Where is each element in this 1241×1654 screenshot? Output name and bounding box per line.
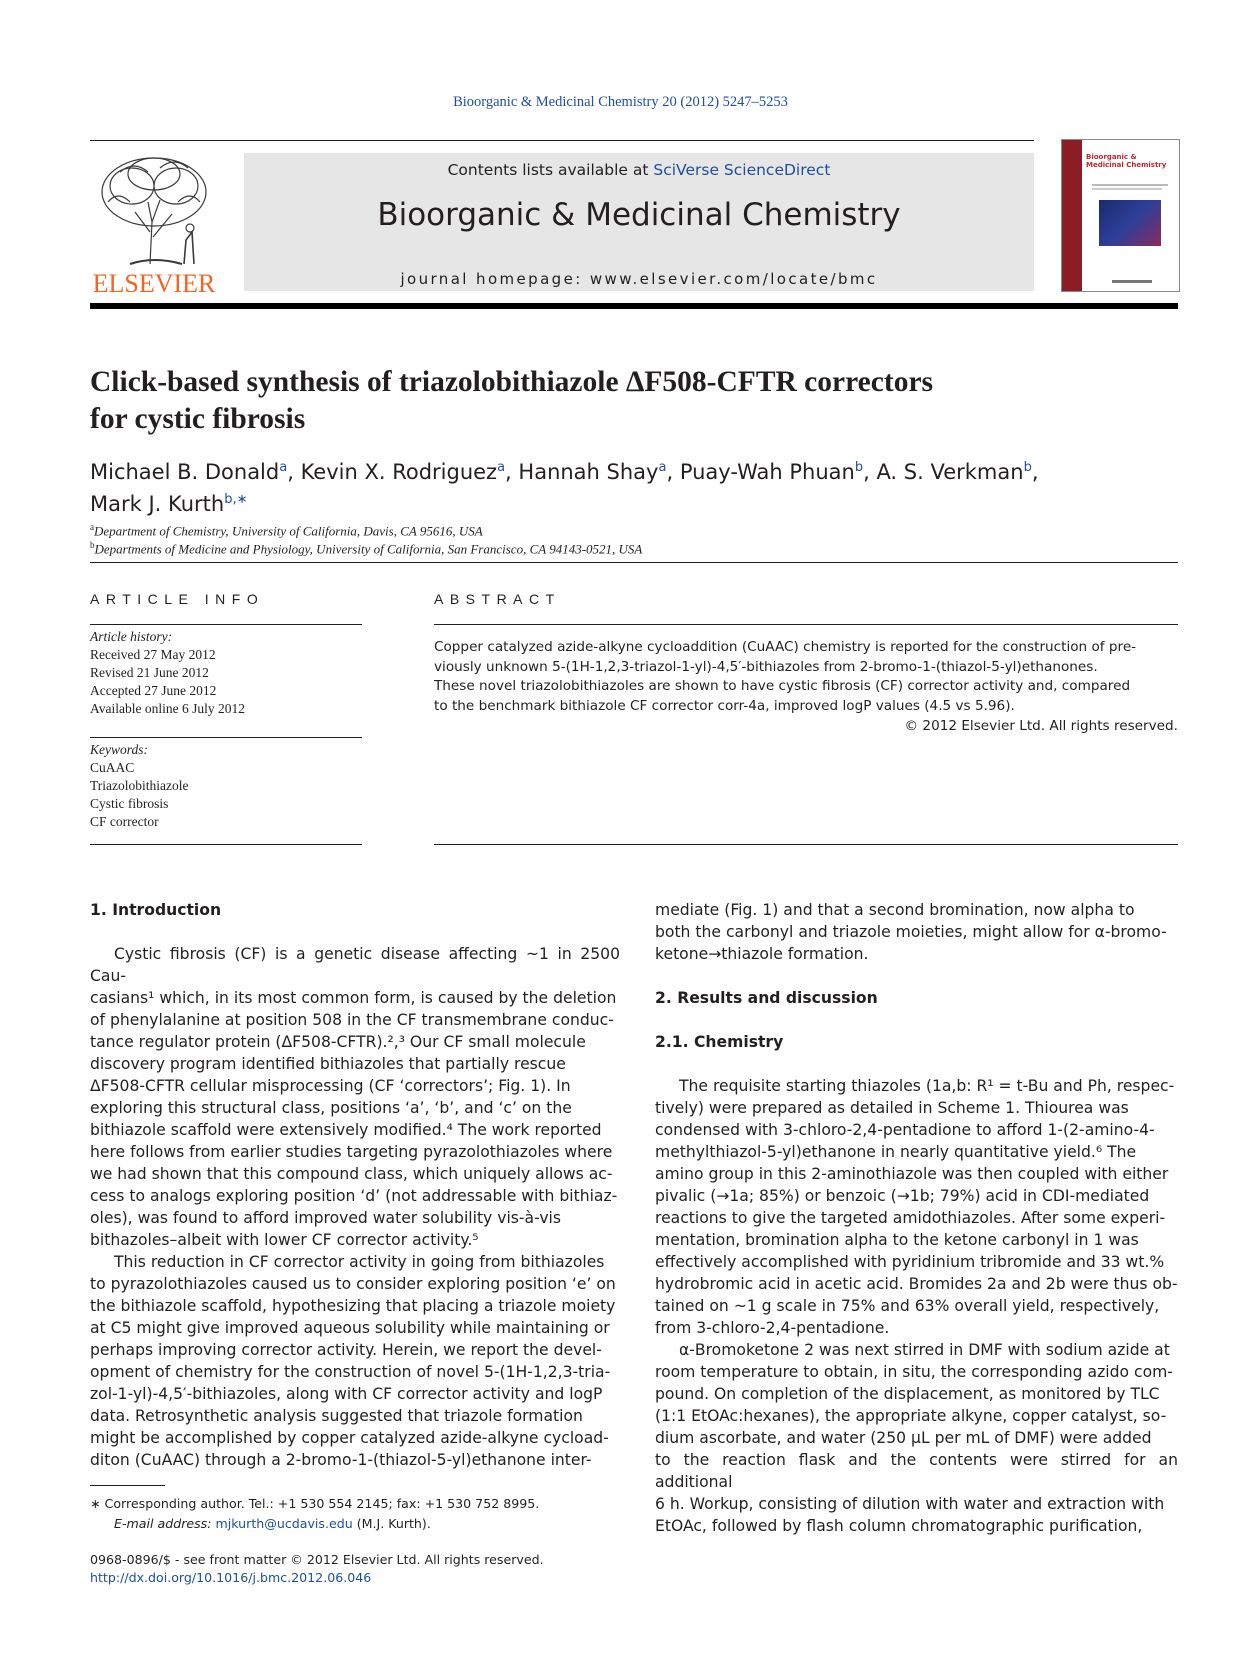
contents-line: Contents lists available at SciVerse ScienceDirect (447, 161, 831, 179)
author: A. S. Verkman$^b$, (876, 460, 1039, 484)
tree-icon (90, 152, 218, 267)
keywords: Keywords: CuAAC Triazolobithiazole Cystic fibrosis CF corrector (90, 742, 189, 829)
right-column: mediate (Fig. 1) and that a second bromination, now alpha to both the carbonyl and triazole moieties, might allow for α-bromo- ketone→thiazole formation. 2. Results and discussion 2.1. Chemistry The requisite starting thiazoles (1a,b: R¹ = t-Bu and Ph, respec- tively) were prepared as detailed in Scheme 1. Thiourea was condensed with 3-chloro-2,4-pentadione to afford 1-(2-amino-4- methylthiazol-5-yl)ethanone in nearly quantitative yield.⁶ The amino group in this 2-aminothiazole was then coupled with either pivalic (→1a; 85%) or benzoic (→1b; 79%) acid in CDI-mediated reactions to give the targeted amidothiazoles. After some experi- mentation, bromination alpha to the ketone carbonyl in 1 was effectively accomplished with pyridinium tribromide and 33 wt.% hydrobromic acid in acetic acid. Bromides 2a and 2b were thus ob- tained on ~1 g scale in 75% and 63% overall yield, respectively, from 3-chloro-2,4-pentadione. α-Bromoketone 2 was next stirred in DMF with sodium azide at room temperature to obtain, in situ, the corresponding azido com- pound. On completion of the displacement, as monitored by TLC (1:1 EtOAc:hexanes), the appropriate alkyne, copper catalyst, so- dium ascorbate, and water (250 μL per mL of DMF) were added to the reaction flask and the contents were stirred for an additional 6 h. Workup, consisting of dilution with water and extraction with EtOAc, followed by flash column chromatographic purification, (655, 901, 1178, 1535)
divider (90, 844, 362, 845)
author: Puay-Wah Phuan$^b$, (679, 460, 877, 484)
email-link[interactable]: mjkurth@ucdavis.edu (215, 1516, 353, 1531)
divider (434, 624, 1178, 625)
article-title: Click-based synthesis of triazolobithiazole ΔF508-CFTR correctors for cystic fibrosis (90, 366, 934, 435)
author: Kevin X. Rodriguez$^a$, (300, 460, 519, 484)
author: Michael B. Donald$^a$, (90, 460, 301, 484)
sciencedirect-link[interactable]: SciVerse ScienceDirect (653, 161, 831, 179)
article-info-heading: ARTICLE INFO (90, 591, 265, 607)
affiliation-b: $^b$Departments of Medicine and Physiology, University of California, San Francisco, CA 94143-0521, USA (90, 540, 643, 557)
footnote: ∗ Corresponding author. Tel.: +1 530 554 2145; fax: +1 530 752 8995. E-mail address: mjkurth@ucdavis.edu (M.J. Kurth). (90, 1496, 540, 1531)
article-history: Article history: Received 27 May 2012 Revised 21 June 2012 Accepted 27 June 2012 Available online 6 July 2012 (90, 629, 245, 716)
elsevier-logo (90, 152, 218, 298)
divider (434, 844, 1178, 845)
front-matter: 0968-0896/$ - see front matter © 2012 Elsevier Ltd. All rights reserved. http://dx.doi.org/10.1016/j.bmc.2012.06.046 (90, 1551, 690, 1587)
doi-link[interactable]: http://dx.doi.org/10.1016/j.bmc.2012.06.046 (90, 1570, 372, 1585)
divider (90, 562, 1178, 563)
header-thick-rule (90, 303, 1178, 309)
cover-title: Bioorganic & Medicinal Chemistry (1086, 153, 1167, 169)
journal-homepage[interactable]: journal homepage: www.elsevier.com/locate/bmc (400, 270, 878, 288)
footnote-rule (90, 1485, 165, 1486)
abstract-text: Copper catalyzed azide-alkyne cycloaddition (CuAAC) chemistry is reported for the construction of pre- viously unknown 5-(1H-1,2,3-triazol-1-yl)-4,5′-bithiazoles from 2-bromo-1-(thiazol-5-yl)ethanones. These novel triazolobithiazoles are shown to have cystic fibrosis (CF) corrector activity and, compared to the benchmark bithiazole CF corrector corr-4a, improved logP values (4.5 vs 5.96). © 2012 Elsevier Ltd. All rights reserved. (434, 638, 1178, 737)
author-list (90, 454, 1170, 518)
author: Mark J. Kurth$^{b,∗}$ (90, 492, 248, 516)
author: Hannah Shay$^a$, (518, 460, 680, 484)
journal-name: Bioorganic & Medicinal Chemistry (377, 197, 901, 233)
abstract-copyright: © 2012 Elsevier Ltd. All rights reserved. (904, 717, 1178, 734)
section-heading-results: 2. Results and discussion (655, 989, 878, 1007)
section-heading-chemistry: 2.1. Chemistry (655, 1033, 784, 1051)
journal-citation[interactable]: Bioorganic & Medicinal Chemistry 20 (2012) 5247–5253 (453, 94, 788, 110)
journal-banner (244, 153, 1034, 291)
journal-cover (1061, 139, 1180, 292)
abstract-heading: ABSTRACT (434, 591, 561, 607)
divider (90, 737, 362, 738)
section-heading-introduction: 1. Introduction (90, 901, 222, 919)
publisher-wordmark: ELSEVIER (92, 269, 216, 298)
divider (90, 624, 362, 625)
affiliation-a: $^a$Department of Chemistry, University of California, Davis, CA 95616, USA (90, 522, 483, 539)
header-rule (90, 140, 1034, 141)
cover-image (1099, 200, 1161, 246)
left-column: 1. Introduction Cystic fibrosis (CF) is a genetic disease affecting ~1 in 2500 Cau- casians¹ which, in its most common form, is caused by the deletion of phenylalanine at position 508 in the CF transmembrane conduc- tance regulator protein (ΔF508-CFTR).²,³ Our CF small molecule discovery program identified bithiazoles that partially rescue ΔF508-CFTR cellular misprocessing (CF ‘correctors’; Fig. 1). In exploring this structural class, positions ‘a’, ‘b’, and ‘c’ on the bithiazole scaffold were extensively modified.⁴ The work reported here follows from earlier studies targeting pyrazolothiazoles where we had shown that this compound class, which uniquely allows ac- cess to analogs exploring position ‘d’ (not addressable with bithiaz- oles), was found to afford improved water solubility vis-à-vis bithazoles–albeit with lower CF corrector activity.⁵ This reduction in CF corrector activity in going from bithiazoles to pyrazolothiazoles caused us to consider exploring position ‘e’ on the bithiazole scaffold, hypothesizing that placing a triazole moiety at C5 might give improved aqueous solubility while maintaining or perhaps improving corrector activity. Herein, we report the devel- opment of chemistry for the construction of novel 5-(1H-1,2,3-tria- zol-1-yl)-4,5′-bithiazoles, along with CF corrector activity and logP data. Retrosynthetic analysis suggested that triazole formation might be accomplished by copper catalyzed azide-alkyne cycload- diton (CuAAC) through a 2-bromo-1-(thiazol-5-yl)ethanone inter- (90, 901, 620, 1469)
